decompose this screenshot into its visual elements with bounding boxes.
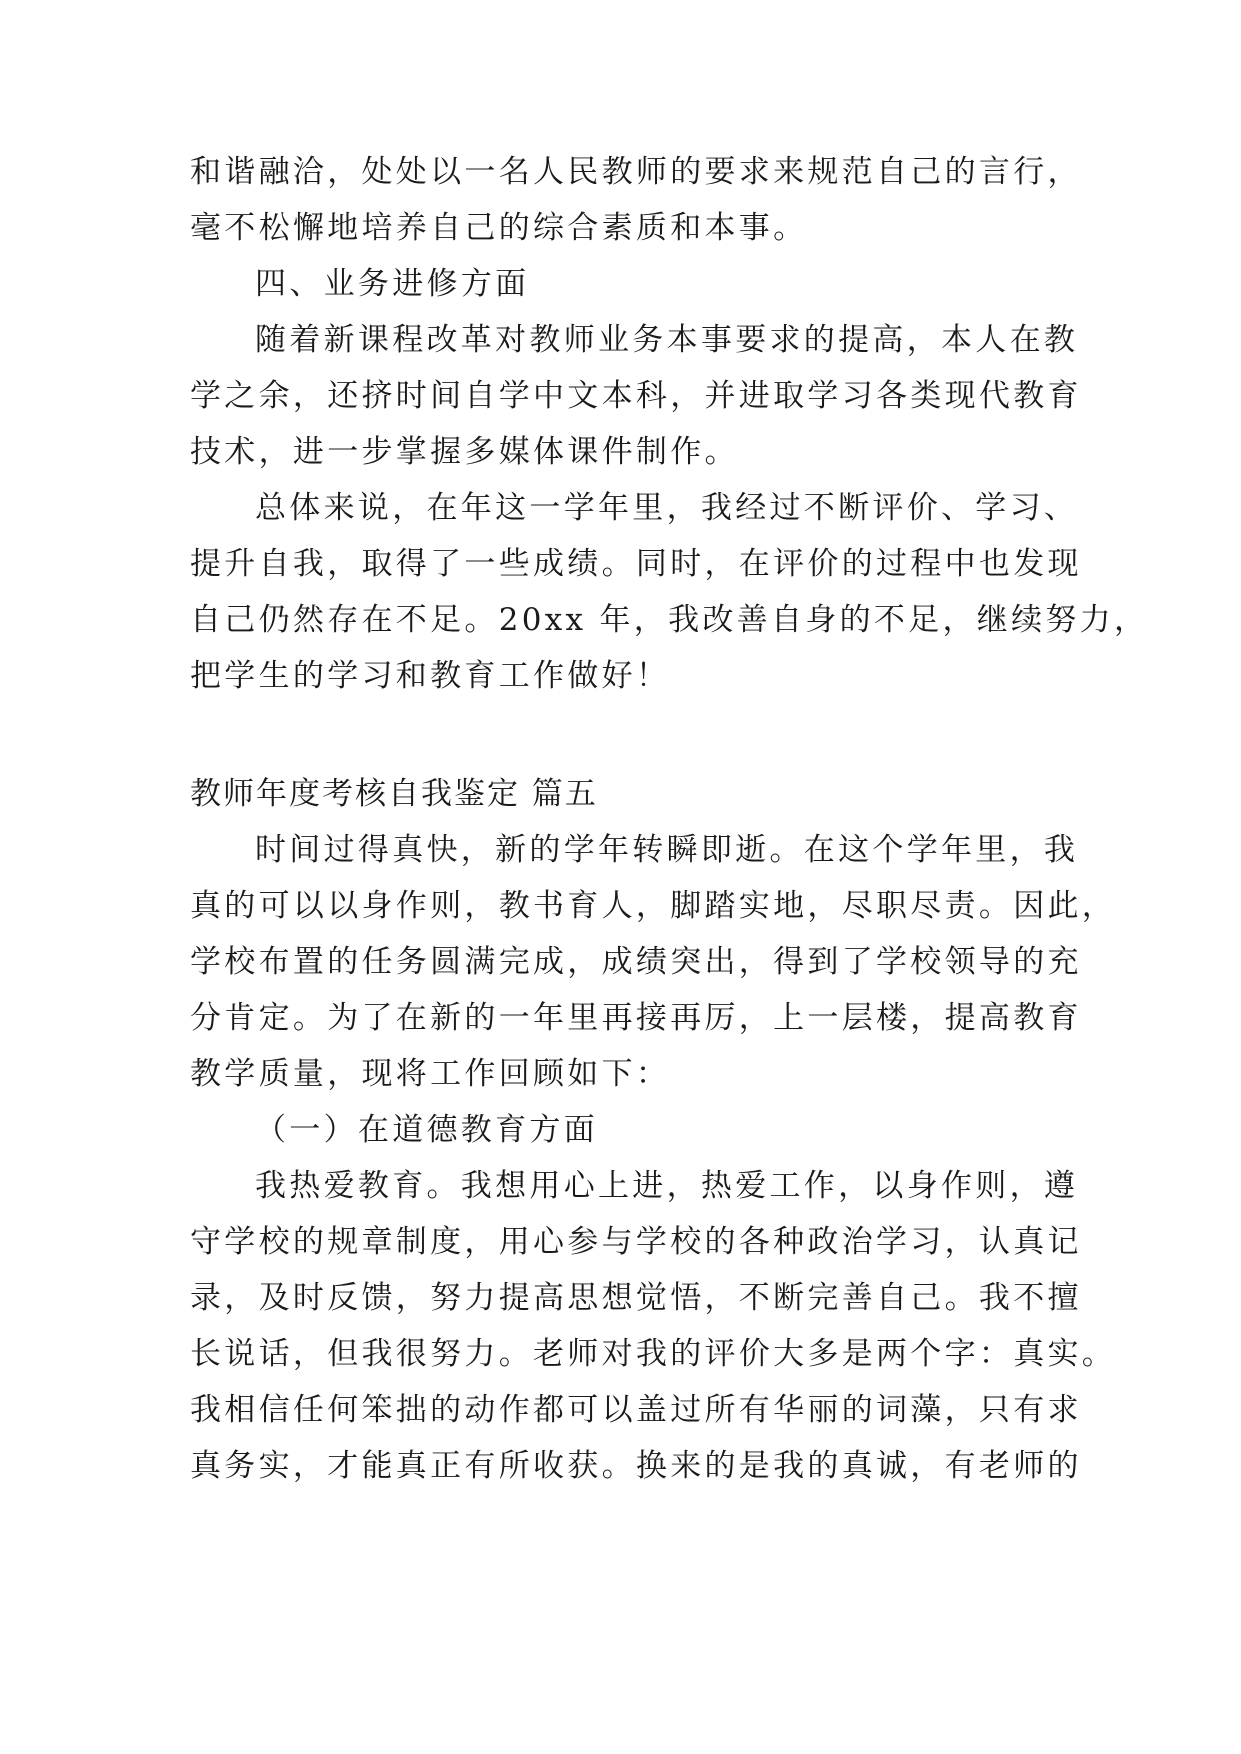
paragraph-line: 把学生的学习和教育工作做好！ <box>190 658 671 694</box>
paragraph-line: 录，及时反馈，努力提高思想觉悟，不断完善自己。我不擅 <box>190 1280 1082 1316</box>
paragraph-line: 长说话，但我很努力。老师对我的评价大多是两个字：真实。 <box>190 1336 1117 1372</box>
article-title: 教师年度考核自我鉴定 篇五 <box>190 776 598 812</box>
paragraph-line: 随着新课程改革对教师业务本事要求的提高，本人在教 <box>255 322 1079 358</box>
paragraph-line: 提升自我，取得了一些成绩。同时，在评价的过程中也发现 <box>190 546 1082 582</box>
paragraph-line: 毫不松懈地培养自己的综合素质和本事。 <box>190 210 808 246</box>
paragraph-line: 我热爱教育。我想用心上进，热爱工作，以身作则，遵 <box>255 1168 1079 1204</box>
paragraph-line: 学校布置的任务圆满完成，成绩突出，得到了学校领导的充 <box>190 944 1082 980</box>
paragraph-line: 自己仍然存在不足。20xx 年，我改善自身的不足，继续努力， <box>190 602 1149 638</box>
paragraph-line: 真务实，才能真正有所收获。换来的是我的真诚，有老师的 <box>190 1448 1082 1484</box>
paragraph-line: 技术，进一步掌握多媒体课件制作。 <box>190 434 739 470</box>
paragraph-line: 守学校的规章制度，用心参与学校的各种政治学习，认真记 <box>190 1224 1082 1260</box>
paragraph-line: 分肯定。为了在新的一年里再接再厉，上一层楼，提高教育 <box>190 1000 1082 1036</box>
paragraph-line: 学之余，还挤时间自学中文本科，并进取学习各类现代教育 <box>190 378 1082 414</box>
section-heading: 四、业务进修方面 <box>255 266 530 302</box>
paragraph-line: 我相信任何笨拙的动作都可以盖过所有华丽的词藻，只有求 <box>190 1392 1082 1428</box>
section-heading: （一）在道德教育方面 <box>255 1112 598 1148</box>
paragraph-line: 时间过得真快，新的学年转瞬即逝。在这个学年里，我 <box>255 832 1079 868</box>
paragraph-line: 教学质量，现将工作回顾如下： <box>190 1056 671 1092</box>
paragraph-line: 和谐融洽，处处以一名人民教师的要求来规范自己的言行， <box>190 154 1082 190</box>
paragraph-line: 真的可以以身作则，教书育人，脚踏实地，尽职尽责。因此， <box>190 888 1117 924</box>
paragraph-line: 总体来说，在年这一学年里，我经过不断评价、学习、 <box>255 490 1079 526</box>
